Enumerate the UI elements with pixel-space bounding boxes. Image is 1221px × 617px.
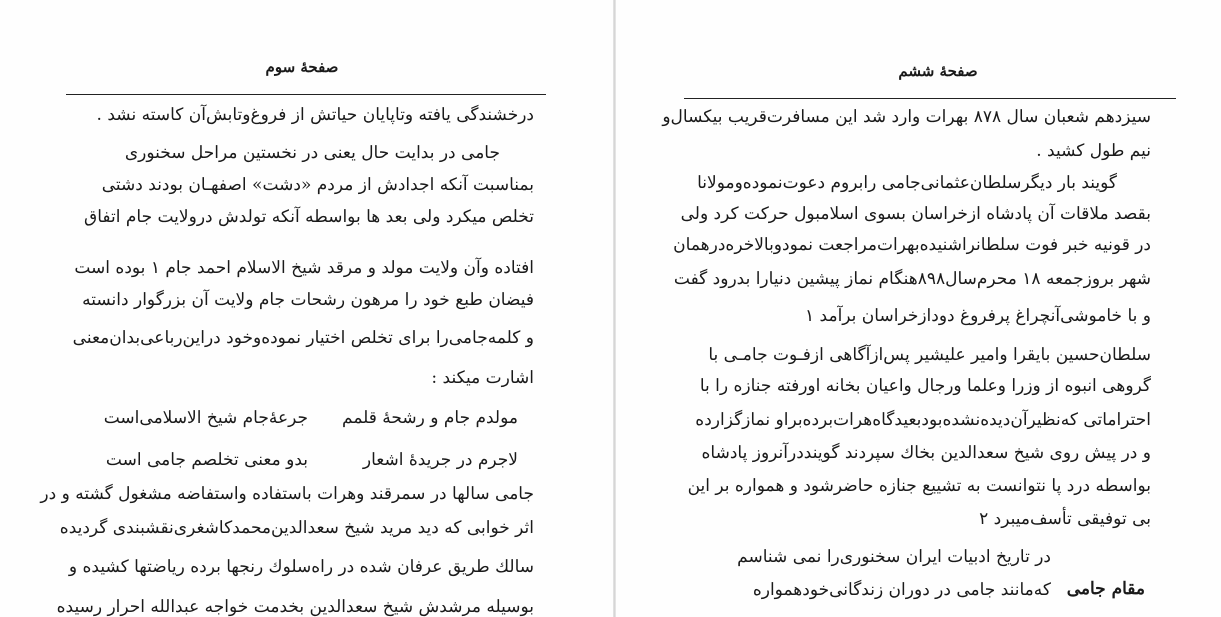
right-section-line-1: در تاریخ ادبیات ایران سخنوری‌را نمی شناسم: [737, 547, 1051, 567]
verse-2-first: لاجرم در جریدهٔ اشعار: [362, 450, 518, 470]
left-line-2: جامی در بدایت حال یعنی در نخستین مراحل سخنوری: [124, 143, 500, 163]
right-line-1: سیزدهم شعبان سال ۸۷۸ بهرات وارد شد این مسافرت‌قریب بیکسال‌و: [662, 107, 1151, 127]
left-line-12: بوسیله مرشدش شیخ سعدالدین بخدمت خواجه عبدالله احرار رسیده: [56, 597, 534, 617]
left-line-9: جامی سالها در سمرقند وهرات باستفاده واستفاضه مشغول گشته و در: [40, 484, 534, 504]
right-line-6: شهر بروز‌جمعه ۱۸ محرم‌سال۸۹۸هنگام نماز پیشین دنیارا بدرود گفت: [673, 269, 1151, 289]
right-line-3: گویند بار دیگرسلطان‌عثمانی‌جامی رابروم دعوت‌نموده‌ومولانا: [697, 173, 1117, 193]
left-line-10: اثر خوابی که دید مرید شیخ سعدالدین‌محمد‌کاشغری‌نقشبندی گردیده: [59, 518, 534, 538]
verse-1-second: جرعهٔ‌جام شیخ الاسلامی‌است: [103, 408, 308, 428]
right-line-10: احتراماتی که‌نظیر‌آن‌دیده‌نشده‌بودبعید‌گاه‌هرات‌برده‌براو نماز‌گزارده: [695, 410, 1151, 430]
right-page-title: صفحۀ ششم: [898, 62, 978, 80]
right-line-13: بی توفیقی تأسف‌میبرد ۲: [979, 509, 1151, 529]
right-line-12: بواسطه درد پا نتوانست به تشییع جنازه حاضرشود و همواره بر این: [687, 476, 1151, 496]
right-line-5: در قونیه خبر فوت سلطانرا‌شنیده‌بهرات‌مراجعت نمودو‌بالاخره‌درهمان: [673, 235, 1151, 255]
right-line-7: و با خاموشی‌آنچراغ پرفروغ دوداز‌خراسان برآمد ۱: [805, 306, 1151, 326]
section-heading: مقام جامی: [1066, 579, 1145, 599]
left-line-4: تخلص میکرد ولی بعد ها بواسطه آنکه تولدش درولایت جام اتفاق: [84, 207, 534, 227]
right-header-rule: [684, 98, 1176, 99]
left-line-5: افتاده وآن ولایت مولد و مرقد شیخ الاسلام احمد جام ۱ بوده است: [74, 258, 534, 278]
left-header-rule: [66, 94, 546, 95]
right-line-9: گروهی انبوه از وزرا وعلما ورجال واعیان بخانه اورفته جنازه را با: [699, 376, 1151, 396]
right-section-line-2: که‌مانند جامی در دوران زندگانی‌خودهمواره: [752, 580, 1051, 600]
left-page-title: صفحۀ سوم: [265, 58, 339, 76]
left-line-11: سالك طریق عرفان شده در راه‌سلوك رنجها برده ریاضتها کشیده و: [68, 557, 534, 577]
verse-1-first: مولدم جام و رشحهٔ قلمم: [342, 408, 518, 428]
verse-2-second: بدو معنی تخلصم جامی است: [105, 450, 308, 470]
left-line-1: درخشندگی یافته وتاپایان حیاتش از فروغ‌وتابش‌آن کاسته نشد .: [96, 105, 534, 125]
right-line-4: بقصد ملاقات آن پادشاه ازخراسان بسوی اسلامبول حرکت کرد ولی: [680, 204, 1151, 224]
right-line-8: سلطان‌حسین بایقرا وامیر علیشیر پس‌ازآگاهی ازفـوت جامـی با: [708, 345, 1151, 365]
right-page: [616, 0, 1221, 617]
left-line-3: بمناسبت آنکه اجدادش از مردم «دشت» اصفهـان بودند دشتی: [101, 175, 534, 195]
left-line-8: اشارت میکند :: [431, 368, 534, 388]
right-line-11: و در پیش روی شیخ سعدالدین بخاك سپردند گویندد‌ر‌آنروز پادشاه: [701, 443, 1151, 463]
right-line-2: نیم طول کشید .: [1036, 141, 1151, 161]
left-line-7: و کلمه‌جامی‌را برای تخلص اختیار نموده‌وخود دراین‌رباعی‌بدان‌معنی: [72, 328, 534, 348]
left-line-6: فیضان طبع خود را مرهون رشحات جام ولایت آن بزرگوار دانسته: [82, 290, 534, 310]
